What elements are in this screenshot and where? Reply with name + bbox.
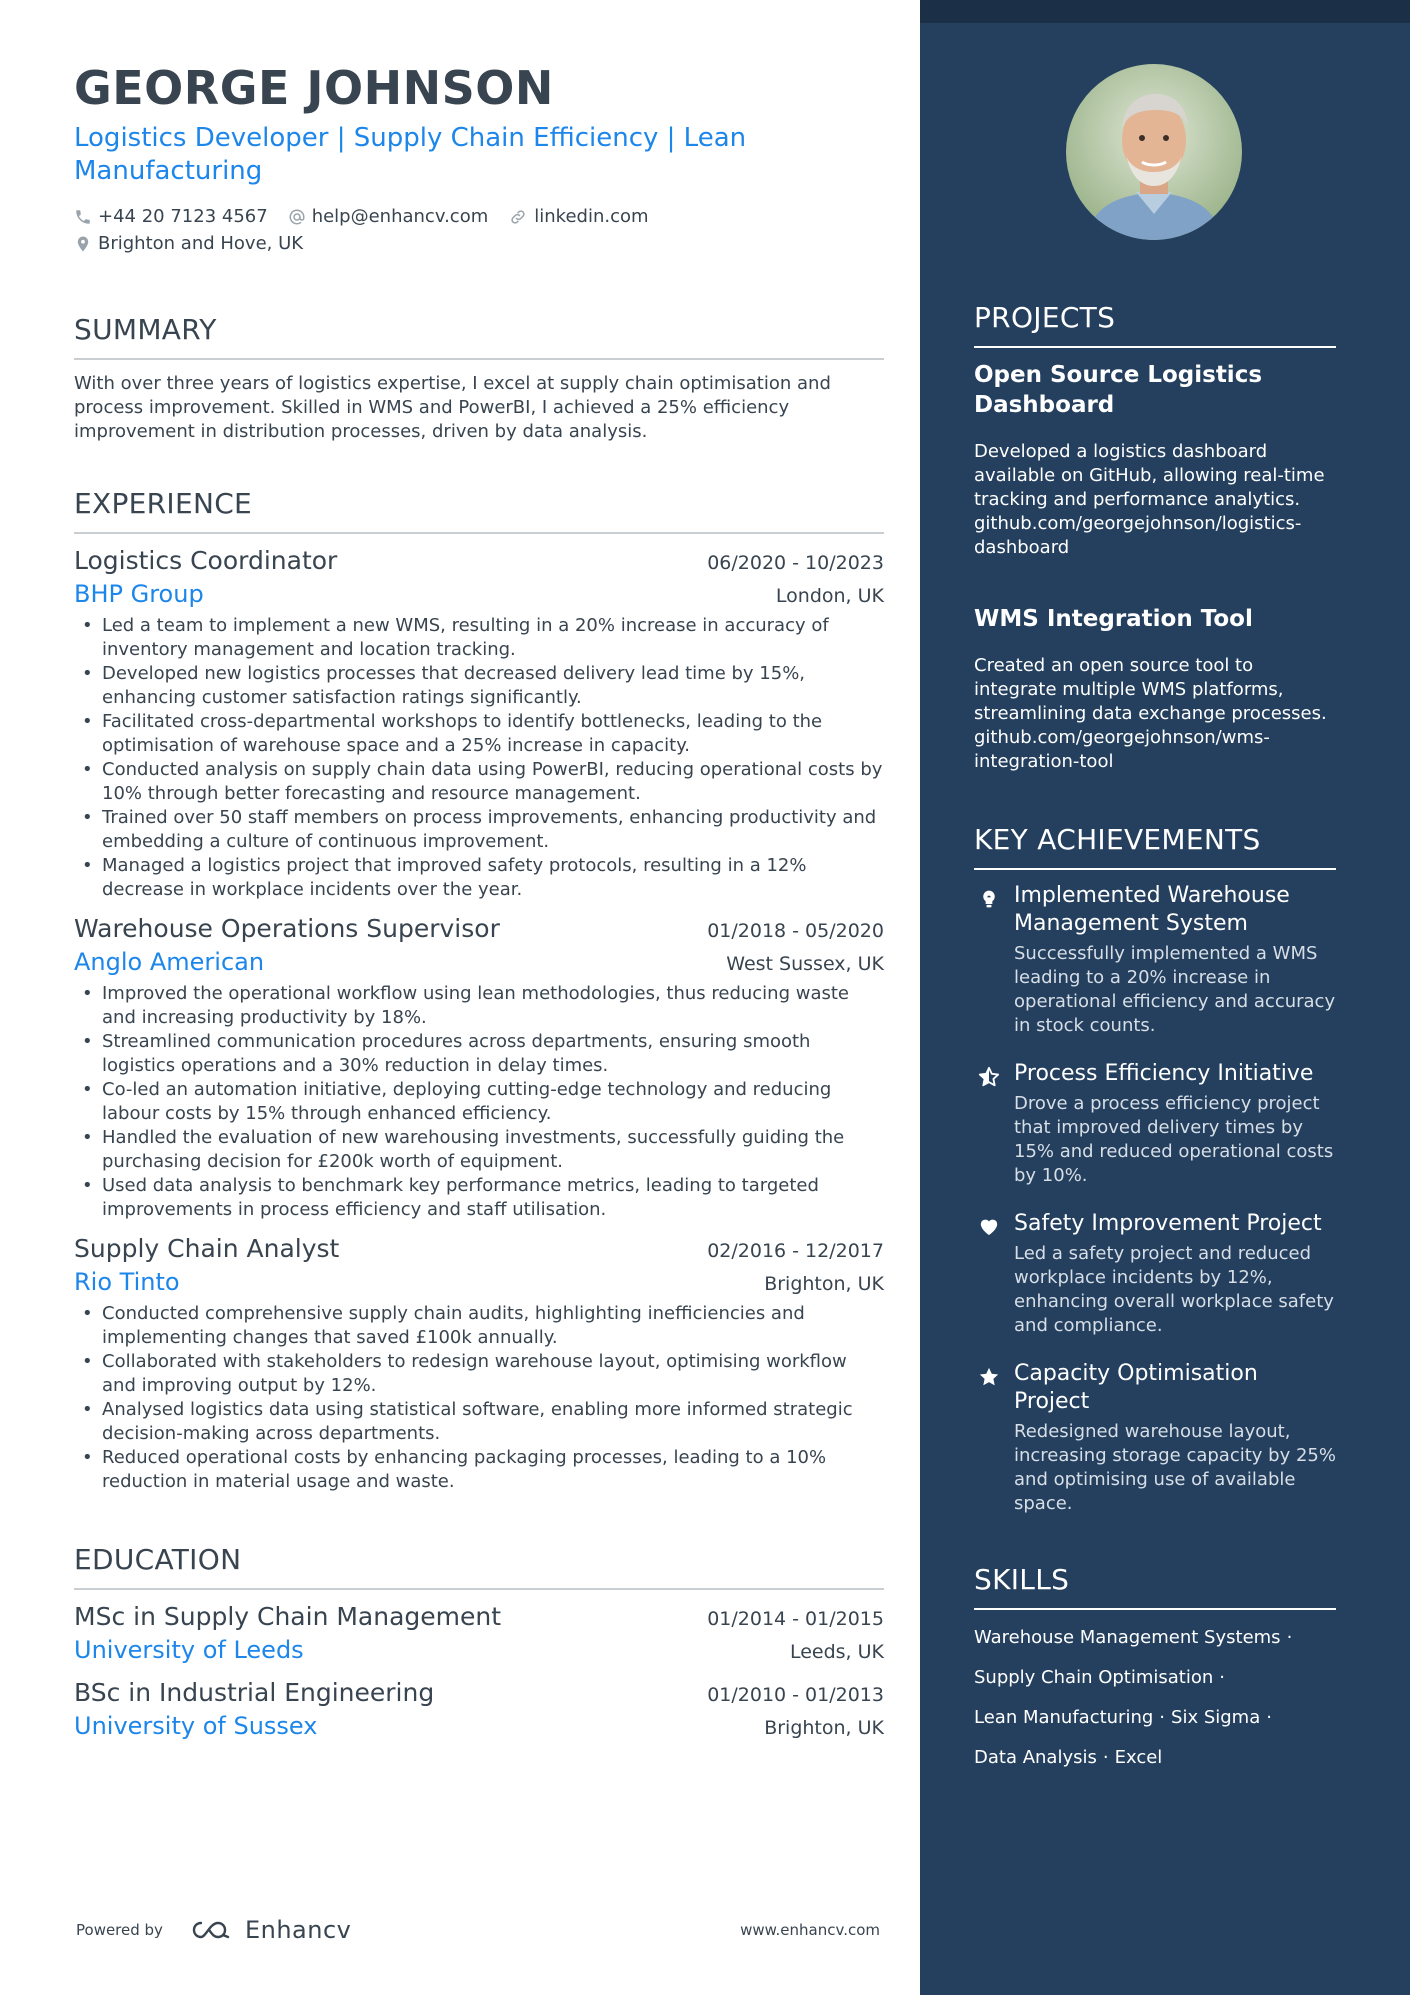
job-bullets bbox=[74, 1302, 884, 1494]
enhancv-infinity-icon bbox=[189, 1918, 235, 1942]
achievement-entry bbox=[974, 1210, 1336, 1338]
job-title: Supply Chain Analyst bbox=[74, 1234, 340, 1263]
skill-line: Warehouse Management Systems · bbox=[974, 1627, 1293, 1648]
email-text: help@enhancv.com bbox=[311, 206, 489, 227]
achievements-title: KEY ACHIEVEMENTS bbox=[974, 822, 1336, 870]
achievements-section bbox=[974, 822, 1336, 1516]
at-icon bbox=[288, 208, 306, 226]
achievement-description: Redesigned warehouse layout, increasing storage capacity by 25% and optimising use of available space. bbox=[1014, 1421, 1336, 1514]
star-half-icon bbox=[978, 1066, 1000, 1088]
achievement-description: Successfully implemented a WMS leading to a 20% increase in operational efficiency and accuracy in stock counts. bbox=[1014, 943, 1336, 1036]
job-title: Logistics Coordinator bbox=[74, 546, 338, 575]
skill-tag: Data Analysis bbox=[974, 1747, 1097, 1768]
school[interactable]: University of Sussex bbox=[74, 1712, 318, 1740]
job-title: Warehouse Operations Supervisor bbox=[74, 914, 500, 943]
job-company[interactable]: Rio Tinto bbox=[74, 1268, 180, 1296]
powered-by bbox=[76, 1916, 351, 1944]
skill-tag: Excel bbox=[1114, 1747, 1163, 1768]
achievement-title: Capacity Optimisation Project bbox=[1014, 1361, 1258, 1414]
bullet-item: • Improved the operational workflow using lean methodologies, thus reducing waste and increasing productivity by 18%. bbox=[74, 982, 884, 1030]
brand-name: Enhancv bbox=[244, 1916, 352, 1944]
job-location: London, UK bbox=[775, 585, 884, 607]
star-icon bbox=[978, 1366, 1000, 1388]
achievement-entry bbox=[974, 882, 1336, 1038]
education-entry bbox=[74, 1676, 884, 1742]
achievement-entry bbox=[974, 1060, 1336, 1188]
bullet-item: • Conducted comprehensive supply chain audits, highlighting inefficiencies and implementing changes that saved £100k annually. bbox=[74, 1302, 884, 1350]
profile-photo bbox=[1066, 64, 1242, 240]
job-entry bbox=[74, 1232, 884, 1494]
achievement-title: Safety Improvement Project bbox=[1014, 1211, 1322, 1236]
contact-info bbox=[74, 203, 884, 257]
skill-line: Data Analysis · Excel bbox=[974, 1747, 1163, 1768]
bullet-item: • Managed a logistics project that improved safety protocols, resulting in a 12% decrease in workplace incidents over the year. bbox=[74, 854, 884, 902]
contact-email[interactable] bbox=[288, 203, 489, 230]
project-description: Created an open source tool to integrate multiple WMS platforms, streamlining data exchange processes. github.com/georgejohnson/wms-integration-tool bbox=[974, 655, 1327, 772]
job-dates: 01/2018 - 05/2020 bbox=[707, 920, 884, 942]
education-title: EDUCATION bbox=[74, 1542, 884, 1590]
experience-title: EXPERIENCE bbox=[74, 486, 884, 534]
degree: MSc in Supply Chain Management bbox=[74, 1602, 502, 1631]
project-title: Open Source Logistics Dashboard bbox=[974, 362, 1263, 418]
education-location: Leeds, UK bbox=[789, 1641, 884, 1663]
bullet-item: • Led a team to implement a new WMS, resulting in a 20% increase in accuracy of inventory management and location tracking. bbox=[74, 614, 884, 662]
job-location: West Sussex, UK bbox=[726, 953, 884, 975]
job-dates: 06/2020 - 10/2023 bbox=[707, 552, 884, 574]
job-entry bbox=[74, 544, 884, 902]
education-dates: 01/2010 - 01/2013 bbox=[707, 1684, 884, 1706]
enhancv-logo[interactable] bbox=[189, 1916, 351, 1944]
project-description: Developed a logistics dashboard available on GitHub, allowing real-time tracking and performance analytics. github.com/georgejohnson/logistics-dashboard bbox=[974, 441, 1325, 558]
job-dates: 02/2016 - 12/2017 bbox=[707, 1240, 884, 1262]
achievement-entry bbox=[974, 1360, 1336, 1516]
skills-title: SKILLS bbox=[974, 1562, 1336, 1610]
skill-tag: Lean Manufacturing bbox=[974, 1707, 1154, 1728]
projects-section bbox=[974, 300, 1336, 774]
lightbulb-icon bbox=[979, 888, 999, 910]
contact-location bbox=[74, 230, 303, 257]
job-entry bbox=[74, 912, 884, 1222]
phone-text: +44 20 7123 4567 bbox=[98, 206, 268, 227]
job-company[interactable]: BHP Group bbox=[74, 580, 204, 608]
skill-tag: Warehouse Management Systems bbox=[974, 1627, 1281, 1648]
education-entry bbox=[74, 1600, 884, 1666]
achievement-title: Implemented Warehouse Management System bbox=[1014, 883, 1290, 936]
skill-tag: Six Sigma bbox=[1171, 1707, 1261, 1728]
education-section bbox=[74, 1542, 884, 1742]
bullet-item: • Trained over 50 staff members on process improvements, enhancing productivity and embedding a culture of continuous improvement. bbox=[74, 806, 884, 854]
bullet-item: • Collaborated with stakeholders to redesign warehouse layout, optimising workflow and improving output by 12%. bbox=[74, 1350, 884, 1398]
candidate-name: GEORGE JOHNSON bbox=[74, 61, 554, 115]
avatar-illustration bbox=[1066, 64, 1242, 240]
bullet-item: • Conducted analysis on supply chain data using PowerBI, reducing operational costs by 10% through better forecasting and resource management. bbox=[74, 758, 884, 806]
job-bullets bbox=[74, 982, 884, 1222]
bullet-item: • Streamlined communication procedures across departments, ensuring smooth logistics operations and a 30% reduction in delay times. bbox=[74, 1030, 884, 1078]
bullet-item: • Handled the evaluation of new warehousing investments, successfully guiding the purchasing decision for £200k worth of equipment. bbox=[74, 1126, 884, 1174]
website-link[interactable]: www.enhancv.com bbox=[740, 1921, 880, 1939]
skills-section bbox=[974, 1562, 1336, 1770]
project-entry bbox=[974, 604, 1336, 774]
contact-phone[interactable] bbox=[74, 203, 268, 230]
linkedin-text: linkedin.com bbox=[534, 206, 649, 227]
job-location: Brighton, UK bbox=[764, 1273, 884, 1295]
education-dates: 01/2014 - 01/2015 bbox=[707, 1608, 884, 1630]
school[interactable]: University of Leeds bbox=[74, 1636, 304, 1664]
skill-tag: Supply Chain Optimisation bbox=[974, 1667, 1214, 1688]
bullet-item: • Used data analysis to benchmark key performance metrics, leading to targeted improvements in process efficiency and staff utilisation. bbox=[74, 1174, 884, 1222]
footer bbox=[76, 1916, 880, 1944]
bullet-item: • Developed new logistics processes that decreased delivery lead time by 15%, enhancing customer satisfaction ratings significantly. bbox=[74, 662, 884, 710]
summary-section bbox=[74, 312, 884, 444]
location-pin-icon bbox=[74, 234, 92, 254]
projects-title: PROJECTS bbox=[974, 300, 1336, 348]
bullet-item: • Co-led an automation initiative, deploying cutting-edge technology and reducing labour costs by 15% through enhanced efficiency. bbox=[74, 1078, 884, 1126]
bullet-item: • Analysed logistics data using statistical software, enabling more informed strategic decision-making across departments. bbox=[74, 1398, 884, 1446]
education-location: Brighton, UK bbox=[764, 1717, 884, 1739]
summary-text: With over three years of logistics expertise, I excel at supply chain optimisation and process improvement. Skilled in WMS and PowerBI, I achieved a 25% efficiency improvement in distribution processes, driven by data analysis. bbox=[74, 373, 831, 442]
skill-line: Supply Chain Optimisation · bbox=[974, 1667, 1226, 1688]
location-text: Brighton and Hove, UK bbox=[98, 233, 304, 254]
summary-title: SUMMARY bbox=[74, 312, 884, 360]
powered-by-label: Powered by bbox=[76, 1921, 163, 1939]
headline: Logistics Developer | Supply Chain Efficiency | Lean Manufacturing bbox=[74, 123, 747, 186]
link-icon bbox=[508, 208, 528, 226]
skill-line: Lean Manufacturing · Six Sigma · bbox=[974, 1707, 1272, 1728]
job-bullets bbox=[74, 614, 884, 902]
phone-icon bbox=[74, 208, 92, 226]
achievement-title: Process Efficiency Initiative bbox=[1014, 1061, 1314, 1086]
achievement-description: Led a safety project and reduced workplace incidents by 12%, enhancing overall workplace safety and compliance. bbox=[1014, 1243, 1334, 1336]
project-title: WMS Integration Tool bbox=[974, 606, 1253, 632]
contact-linkedin[interactable] bbox=[508, 203, 648, 230]
degree: BSc in Industrial Engineering bbox=[74, 1678, 435, 1707]
project-entry bbox=[974, 360, 1336, 560]
sidebar-top-bar bbox=[920, 0, 1410, 23]
bullet-item: • Facilitated cross-departmental workshops to identify bottlenecks, leading to the optimisation of warehouse space and a 25% increase in capacity. bbox=[74, 710, 884, 758]
sidebar bbox=[920, 0, 1410, 1995]
heart-icon bbox=[978, 1216, 1000, 1236]
experience-section bbox=[74, 486, 884, 1494]
achievement-description: Drove a process efficiency project that improved delivery times by 15% and reduced operational costs by 10%. bbox=[1014, 1093, 1334, 1186]
bullet-item: • Reduced operational costs by enhancing packaging processes, leading to a 10% reduction in material usage and waste. bbox=[74, 1446, 884, 1494]
job-company[interactable]: Anglo American bbox=[74, 948, 265, 976]
